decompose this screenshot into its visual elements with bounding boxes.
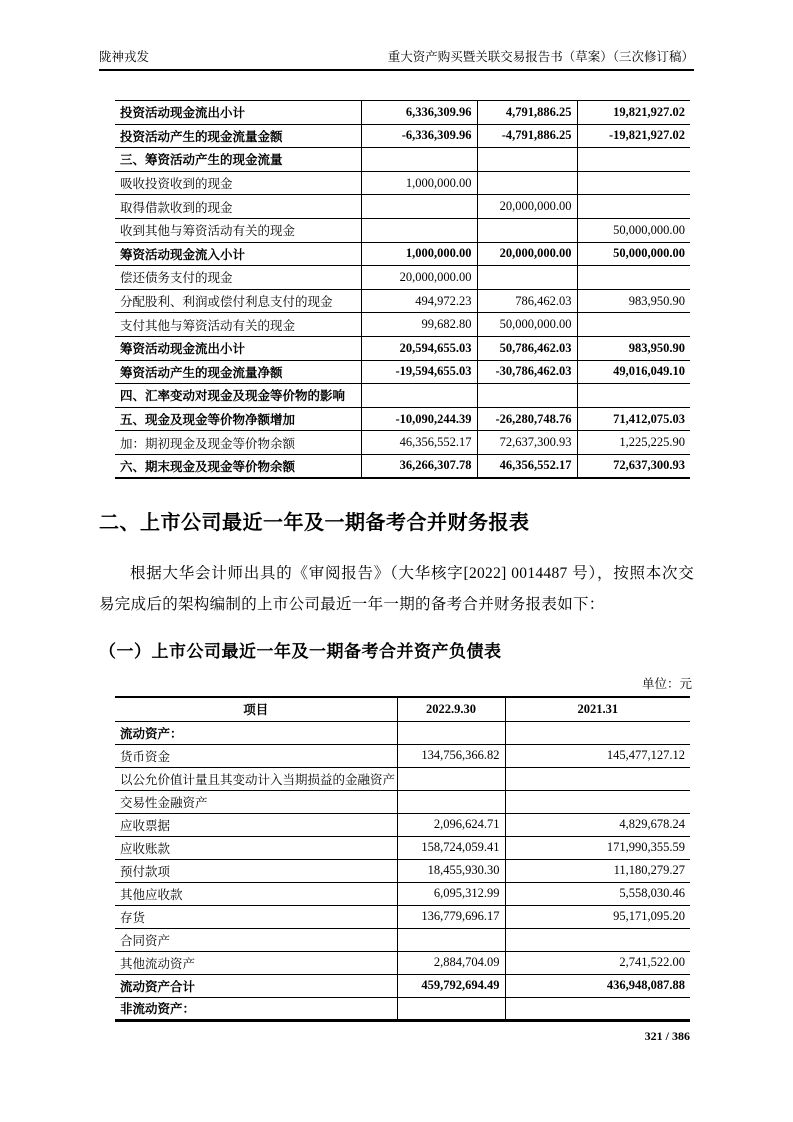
row-label: 投资活动产生的现金流量金额	[115, 124, 361, 148]
table-row	[115, 384, 690, 408]
table-row	[115, 124, 690, 148]
row-label: 收到其他与筹资活动有关的现金	[115, 218, 361, 242]
row-value	[505, 997, 690, 1020]
row-value	[397, 767, 505, 790]
row-value	[577, 195, 690, 219]
row-value: 6,095,312.99	[397, 882, 505, 905]
column-header-2021: 2021.31	[505, 697, 690, 721]
row-value: 2,741,522.00	[505, 951, 690, 974]
section-heading: 二、上市公司最近一年及一期备考合并财务报表	[99, 512, 530, 534]
row-label: 其他应收款	[115, 882, 397, 905]
row-value: 11,180,279.27	[505, 859, 690, 882]
row-value: -4,791,886.25	[477, 124, 577, 148]
row-value	[477, 218, 577, 242]
column-header-2022: 2022.9.30	[397, 697, 505, 721]
row-value	[361, 384, 477, 408]
header-company-name: 陇神戎发	[99, 50, 150, 64]
table-row	[115, 767, 690, 790]
row-value: -6,336,309.96	[361, 124, 477, 148]
row-value: 171,990,355.59	[505, 836, 690, 859]
table-row	[115, 836, 690, 859]
row-label: 偿还债务支付的现金	[115, 266, 361, 290]
row-value: 46,356,552.17	[477, 454, 577, 478]
row-value: 19,821,927.02	[577, 101, 690, 125]
row-value: 1,225,225.90	[577, 431, 690, 455]
table-row	[115, 859, 690, 882]
row-label: 合同资产	[115, 928, 397, 951]
row-label: 流动资产合计	[115, 974, 397, 997]
row-value	[361, 195, 477, 219]
row-label: 货币资金	[115, 744, 397, 767]
row-label: 其他流动资产	[115, 951, 397, 974]
row-value: 72,637,300.93	[477, 431, 577, 455]
table-row	[115, 997, 690, 1020]
row-value: -19,594,655.03	[361, 360, 477, 384]
row-label: 预付款项	[115, 859, 397, 882]
row-value: 786,462.03	[477, 289, 577, 313]
table-row	[115, 171, 690, 195]
row-label: 三、筹资活动产生的现金流量	[115, 148, 361, 172]
row-label: 六、期末现金及现金等价物余额	[115, 454, 361, 478]
row-value: -26,280,748.76	[477, 407, 577, 431]
row-value: 18,455,930.30	[397, 859, 505, 882]
table-row	[115, 813, 690, 836]
row-label: 应收账款	[115, 836, 397, 859]
row-label: 应收票据	[115, 813, 397, 836]
row-value	[577, 148, 690, 172]
row-value: 145,477,127.12	[505, 744, 690, 767]
row-value: 2,884,704.09	[397, 951, 505, 974]
row-value: 134,756,366.82	[397, 744, 505, 767]
row-value: -30,786,462.03	[477, 360, 577, 384]
row-value: 20,000,000.00	[361, 266, 477, 290]
row-value	[505, 928, 690, 951]
row-label: 四、汇率变动对现金及现金等价物的影响	[115, 384, 361, 408]
row-value	[577, 266, 690, 290]
row-value	[505, 790, 690, 813]
row-label: 存货	[115, 905, 397, 928]
page-number: 321 / 386	[644, 1028, 690, 1043]
row-value: 1,000,000.00	[361, 171, 477, 195]
row-value: 50,000,000.00	[477, 313, 577, 337]
row-value	[505, 721, 690, 744]
row-value	[505, 767, 690, 790]
table-header-row	[115, 697, 690, 721]
table-row	[115, 721, 690, 744]
row-value: 46,356,552.17	[361, 431, 477, 455]
row-value	[397, 721, 505, 744]
row-label: 交易性金融资产	[115, 790, 397, 813]
row-value: -10,090,244.39	[361, 407, 477, 431]
row-value: 494,972.23	[361, 289, 477, 313]
table-row	[115, 101, 690, 125]
row-value: 20,594,655.03	[361, 336, 477, 360]
row-value: 4,829,678.24	[505, 813, 690, 836]
row-value: 50,000,000.00	[577, 218, 690, 242]
row-value: 49,016,049.10	[577, 360, 690, 384]
row-label: 分配股利、利润或偿付利息支付的现金	[115, 289, 361, 313]
column-header-item: 项目	[115, 697, 397, 721]
row-label: 流动资产：	[115, 721, 397, 744]
cashflow-table	[115, 100, 690, 479]
sub-heading: （一）上市公司最近一年及一期备考合并资产负债表	[99, 642, 502, 661]
row-label: 取得借款收到的现金	[115, 195, 361, 219]
row-value	[397, 928, 505, 951]
table-row	[115, 951, 690, 974]
row-value: 4,791,886.25	[477, 101, 577, 125]
row-value: 50,000,000.00	[577, 242, 690, 266]
row-label: 吸收投资收到的现金	[115, 171, 361, 195]
page-content	[99, 0, 694, 1044]
row-value: 2,096,624.71	[397, 813, 505, 836]
table-row	[115, 289, 690, 313]
row-value: 71,412,075.03	[577, 407, 690, 431]
unit-label: 单位：元	[641, 677, 692, 691]
row-value	[477, 384, 577, 408]
table-row	[115, 431, 690, 455]
table-row	[115, 790, 690, 813]
row-value: 1,000,000.00	[361, 242, 477, 266]
section-paragraph: 根据大华会计师出具的《审阅报告》（大华核字[2022] 0014487 号），按照本次交易完成后的架构编制的上市公司最近一年一期的备考合并财务报表如下：	[99, 565, 694, 613]
row-label: 筹资活动现金流出小计	[115, 336, 361, 360]
table-row	[115, 407, 690, 431]
row-value: 20,000,000.00	[477, 242, 577, 266]
row-value: 136,779,696.17	[397, 905, 505, 928]
row-value: 50,786,462.03	[477, 336, 577, 360]
table-row	[115, 218, 690, 242]
row-value: 158,724,059.41	[397, 836, 505, 859]
row-value: 95,171,095.20	[505, 905, 690, 928]
row-value: 36,266,307.78	[361, 454, 477, 478]
row-value	[577, 313, 690, 337]
balance-sheet-table	[115, 696, 690, 1022]
row-value: 6,336,309.96	[361, 101, 477, 125]
row-label: 加：期初现金及现金等价物余额	[115, 431, 361, 455]
table-row	[115, 744, 690, 767]
row-label: 以公允价值计量且其变动计入当期损益的金融资产	[115, 767, 397, 790]
row-label: 非流动资产：	[115, 997, 397, 1020]
table-row	[115, 974, 690, 997]
row-value: -19,821,927.02	[577, 124, 690, 148]
row-value	[397, 790, 505, 813]
row-value: 5,558,030.46	[505, 882, 690, 905]
table-row	[115, 266, 690, 290]
table-row	[115, 148, 690, 172]
row-value: 99,682.80	[361, 313, 477, 337]
row-label: 筹资活动现金流入小计	[115, 242, 361, 266]
table-row	[115, 313, 690, 337]
row-label: 投资活动现金流出小计	[115, 101, 361, 125]
table-row	[115, 360, 690, 384]
page-header	[99, 0, 694, 71]
row-value	[577, 171, 690, 195]
table-row	[115, 195, 690, 219]
row-value: 72,637,300.93	[577, 454, 690, 478]
row-value: 459,792,694.49	[397, 974, 505, 997]
row-value	[477, 148, 577, 172]
table-row	[115, 336, 690, 360]
row-label: 支付其他与筹资活动有关的现金	[115, 313, 361, 337]
row-label: 筹资活动产生的现金流量净额	[115, 360, 361, 384]
row-value	[477, 266, 577, 290]
table-row	[115, 928, 690, 951]
row-value	[361, 148, 477, 172]
header-report-title: 重大资产购买暨关联交易报告书（草案）（三次修订稿）	[387, 50, 694, 64]
row-value	[477, 171, 577, 195]
row-value: 436,948,087.88	[505, 974, 690, 997]
row-value: 20,000,000.00	[477, 195, 577, 219]
table-row	[115, 454, 690, 478]
table-row	[115, 242, 690, 266]
row-value	[577, 384, 690, 408]
row-value: 983,950.90	[577, 336, 690, 360]
row-value	[397, 997, 505, 1020]
table-row	[115, 905, 690, 928]
row-label: 五、现金及现金等价物净额增加	[115, 407, 361, 431]
table-row	[115, 882, 690, 905]
row-value	[361, 218, 477, 242]
row-value: 983,950.90	[577, 289, 690, 313]
